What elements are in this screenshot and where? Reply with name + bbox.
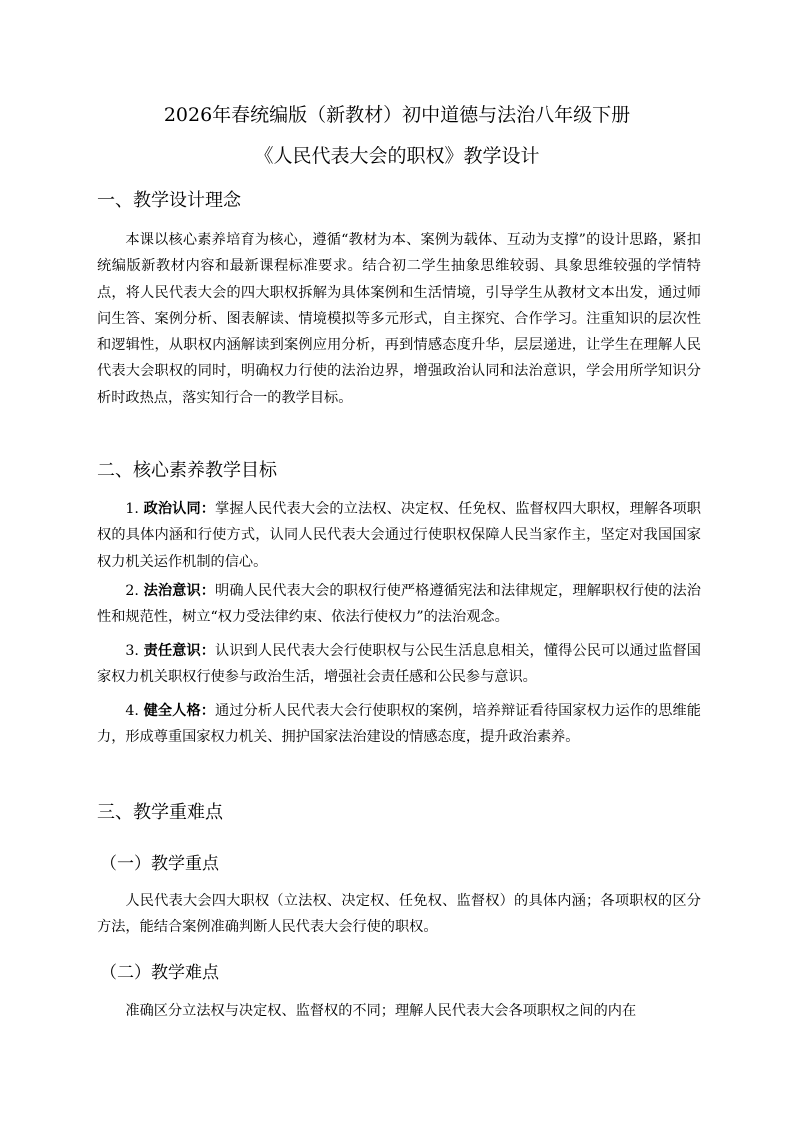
objective-number: 3. [125,643,139,659]
subsection-heading-key-points: （一）教学重点 [100,854,219,874]
objective-term: 政治认同： [143,501,216,517]
section-heading-design-concept: 一、教学设计理念 [97,190,241,211]
objective-item [97,638,701,691]
objective-text: 明确人民代表大会的职权行使严格遵循宪法和法律规定，理解职权行使的法治性和规范性，树立“权力受法律约束、依法行使权力”的法治观念。 [97,583,701,626]
objective-text: 掌握人民代表大会的立法权、决定权、任免权、监督权四大职权，理解各项职权的具体内涵和行使方式，认同人民代表大会通过行使职权保障人民当家作主，坚定对我国国家权力机关运作机制的信心。 [97,501,701,570]
section-paragraph-design-concept: 本课以核心素养培育为核心，遵循“教材为本、案例为载体、互动为支撑”的设计思路，紧扣统编版新教材内容和最新课程标准要求。结合初二学生抽象思维较弱、具象思维较强的学情特点，将人民代表大会的四大职权拆解为具体案例和生活情境，引导学生从教材文本出发，通过师问生答、案例分析、图表解读、情境模拟等多元形式，自主探究、合作学习。注重知识的层次性和逻辑性，从职权内涵解读到案例应用分析，再到情感态度升华，层层递进，让学生在理解人民代表大会职权的同时，明确权力行使的法治边界，增强政治认同和法治意识，学会用所学知识分析时政热点，落实知行合一的教学目标。 [97,232,701,406]
objective-item [97,496,701,575]
document-title-line-2: 《人民代表大会的职权》教学设计 [254,145,540,167]
objective-number: 2. [125,583,139,599]
section-heading-key-difficult-points: 三、教学重难点 [97,802,223,823]
objective-text: 认识到人民代表大会行使职权与公民生活息息相关，懂得公民可以通过监督国家权力机关职权行使参与政治生活，增强社会责任感和公民参与意识。 [97,643,701,686]
objective-number: 1. [125,501,139,517]
objective-text: 通过分析人民代表大会行使职权的案例，培养辩证看待国家权力运作的思维能力，形成尊重国家权力机关、拥护国家法治建设的情感态度，提升政治素养。 [97,703,701,746]
subsection-heading-difficult-points: （二）教学难点 [100,963,219,983]
objective-number: 4. [125,703,139,719]
objective-item [97,578,701,631]
objective-item [97,698,701,751]
document-title-line-1: 2026年春统编版（新教材）初中道德与法治八年级下册 [163,104,631,126]
subsection-paragraph-key-points: 人民代表大会四大职权（立法权、决定权、任免权、监督权）的具体内涵；各项职权的区分方法，能结合案例准确判断人民代表大会行使的职权。 [97,893,701,936]
objective-term: 责任意识： [143,643,216,659]
objective-term: 法治意识： [143,583,216,599]
section-heading-core-objectives: 二、核心素养教学目标 [97,460,277,481]
subsection-paragraph-difficult-points: 准确区分立法权与决定权、监督权的不同；理解人民代表大会各项职权之间的内在 [125,1003,637,1019]
objective-term: 健全人格： [143,703,216,719]
